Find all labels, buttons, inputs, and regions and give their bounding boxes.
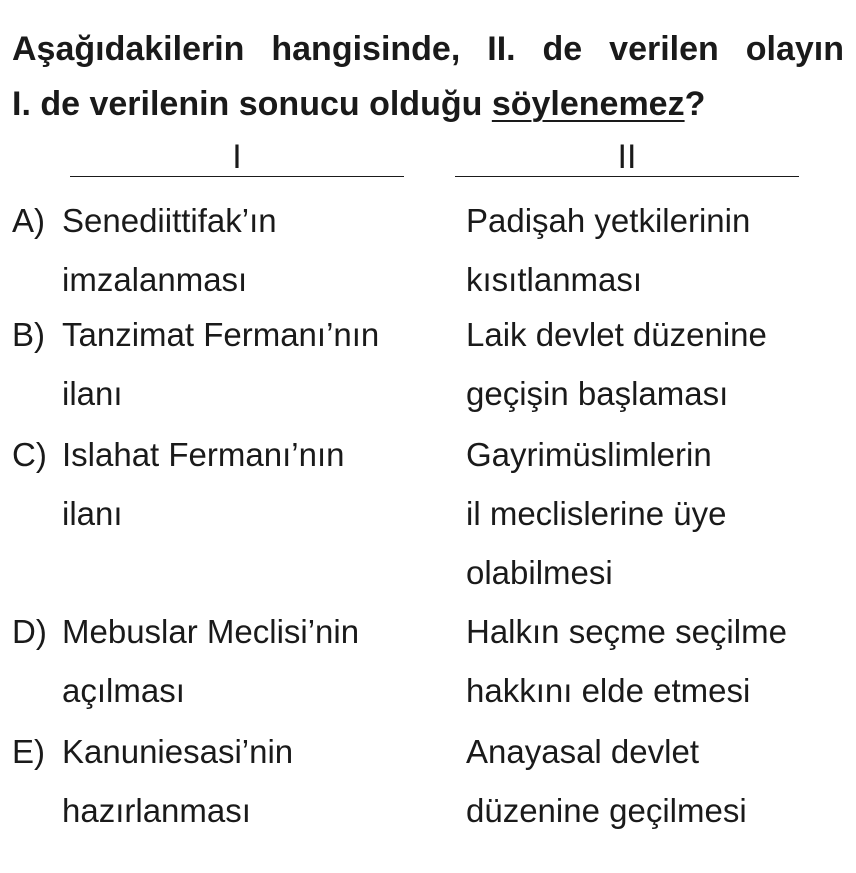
option-col-ii bbox=[466, 191, 846, 309]
option-col-i-line: açılması bbox=[62, 672, 185, 709]
option-col-ii-line: düzenine geçilmesi bbox=[466, 792, 747, 829]
question-line-1: Aşağıdakilerin hangisinde, II. de verilen olayın bbox=[12, 30, 844, 68]
option-col-ii-line: il meclislerine üye bbox=[466, 495, 727, 532]
column-header-i: I bbox=[232, 138, 242, 176]
option-col-i bbox=[62, 191, 447, 309]
option-col-ii bbox=[466, 305, 846, 423]
option-col-i-line: Mebuslar Meclisi’nin bbox=[62, 613, 360, 650]
option-col-ii-line: geçişin başlaması bbox=[466, 375, 729, 412]
option-col-ii-line: olabilmesi bbox=[466, 554, 613, 591]
option-col-i-line: ilanı bbox=[62, 375, 123, 412]
option-col-i-line: Kanuniesasi’nin bbox=[62, 733, 294, 770]
option-col-ii-line: hakkını elde etmesi bbox=[466, 672, 751, 709]
column-rule-ii bbox=[455, 176, 799, 177]
option-col-ii bbox=[466, 602, 846, 720]
option-letter: E) bbox=[12, 733, 45, 770]
option-col-i bbox=[62, 602, 447, 720]
question-stem bbox=[12, 22, 844, 132]
option-col-i bbox=[62, 425, 447, 543]
option-col-ii-line: Anayasal devlet bbox=[466, 733, 699, 770]
question-mark: ? bbox=[684, 85, 706, 123]
option-col-ii-line: kısıtlanması bbox=[466, 261, 643, 298]
option-letter: D) bbox=[12, 613, 47, 650]
option-col-i-line: Senediittifak’ın bbox=[62, 202, 277, 239]
option-col-i-line: hazırlanması bbox=[62, 792, 251, 829]
option-col-i-line: ilanı bbox=[62, 495, 123, 532]
option-col-ii-line: Laik devlet düzenine bbox=[466, 316, 767, 353]
option-letter: C) bbox=[12, 436, 47, 473]
option-col-ii-line: Halkın seçme seçilme bbox=[466, 613, 787, 650]
option-col-i bbox=[62, 305, 447, 423]
question-line-2 bbox=[12, 77, 844, 132]
option-col-i-line: Islahat Fermanı’nın bbox=[62, 436, 345, 473]
emphasis-word: söylenemez bbox=[491, 85, 685, 123]
option-letter: B) bbox=[12, 316, 45, 353]
option-letter: A) bbox=[12, 202, 45, 239]
question-line-2-text: I. de verilenin sonucu olduğu bbox=[12, 85, 492, 123]
column-rule-i bbox=[70, 176, 404, 177]
option-col-i bbox=[62, 722, 447, 840]
option-col-ii-line: Padişah yetkilerinin bbox=[466, 202, 751, 239]
option-col-i-line: Tanzimat Fermanı’nın bbox=[62, 316, 380, 353]
option-col-i-line: imzalanması bbox=[62, 261, 248, 298]
column-header-ii: II bbox=[617, 138, 637, 176]
option-col-ii bbox=[466, 722, 846, 840]
option-col-ii bbox=[466, 425, 846, 602]
option-col-ii-line: Gayrimüslimlerin bbox=[466, 436, 712, 473]
